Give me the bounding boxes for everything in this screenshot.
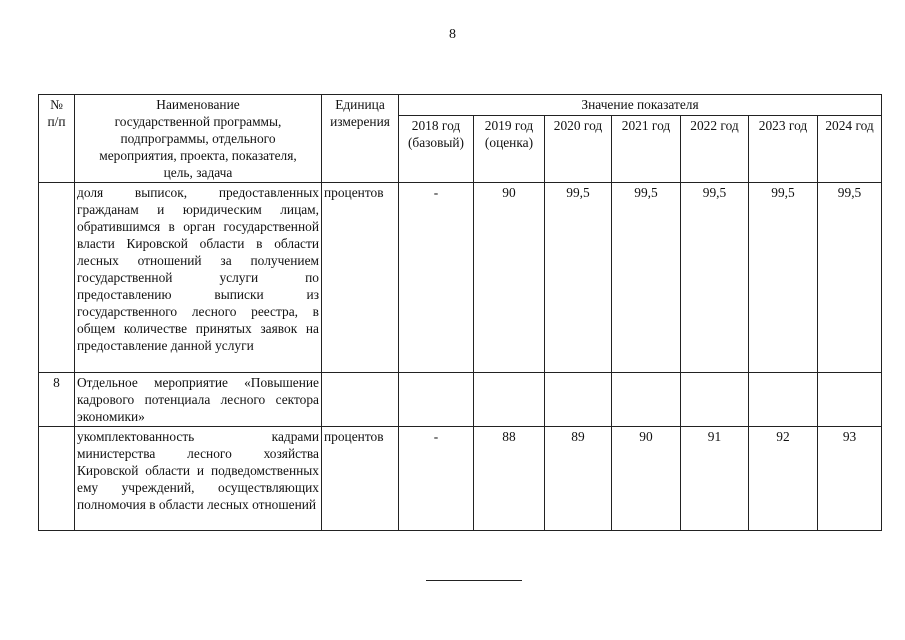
row-unit: процентов — [322, 183, 399, 373]
row-value — [749, 373, 818, 427]
row-value: 88 — [474, 427, 545, 531]
header-num: № п/п — [39, 95, 75, 183]
row-value — [818, 373, 882, 427]
row-value: 91 — [681, 427, 749, 531]
row-num: 8 — [39, 373, 75, 427]
row-value: 90 — [612, 427, 681, 531]
row-value: - — [399, 427, 474, 531]
indicator-table — [38, 94, 882, 531]
header-values-title: Значение показателя — [399, 95, 882, 116]
row-value — [545, 373, 612, 427]
row-value: 99,5 — [612, 183, 681, 373]
row-value: 89 — [545, 427, 612, 531]
year-header: 2019 год (оценка) — [474, 116, 545, 183]
footer-divider — [426, 580, 522, 581]
row-unit: процентов — [322, 427, 399, 531]
page-number: 8 — [449, 27, 456, 42]
year-header: 2024 год — [818, 116, 882, 183]
header-name: Наименование государственной программы, подпрограммы, отдельного мероприятия, проекта, показателя, цель, задача — [75, 95, 322, 183]
table-row — [39, 373, 882, 427]
row-value: 99,5 — [818, 183, 882, 373]
table-row — [39, 183, 882, 373]
row-value — [612, 373, 681, 427]
row-value — [399, 373, 474, 427]
year-header: 2022 год — [681, 116, 749, 183]
row-value — [681, 373, 749, 427]
row-name: Отдельное мероприятие «Повышение кадрового потенциала лесного сектора экономики» — [75, 373, 322, 427]
year-header: 2020 год — [545, 116, 612, 183]
row-num — [39, 183, 75, 373]
row-value: 99,5 — [545, 183, 612, 373]
row-value: 90 — [474, 183, 545, 373]
row-value: 99,5 — [681, 183, 749, 373]
row-value: 99,5 — [749, 183, 818, 373]
row-value: - — [399, 183, 474, 373]
table-row — [39, 427, 882, 531]
row-name: укомплектованность кадрами министерства лесного хозяйства Кировской области и подведомственных ему учреждений, осуществляющих полномочия в области лесных отношений — [75, 427, 322, 531]
row-value: 92 — [749, 427, 818, 531]
row-num — [39, 427, 75, 531]
row-value: 93 — [818, 427, 882, 531]
row-name: доля выписок, предоставленных гражданам и юридическим лицам, обратившимся в орган государственной власти Кировской области в области лесных отношений за получением государственной услуги по предоставлению выписки из государственного лесного реестра, в общем количестве принятых заявок на предоставление данной услуги — [75, 183, 322, 373]
year-header: 2021 год — [612, 116, 681, 183]
header-unit: Единица измерения — [322, 95, 399, 183]
year-header: 2018 год (базовый) — [399, 116, 474, 183]
row-unit — [322, 373, 399, 427]
year-header: 2023 год — [749, 116, 818, 183]
row-value — [474, 373, 545, 427]
header-row — [39, 95, 882, 116]
